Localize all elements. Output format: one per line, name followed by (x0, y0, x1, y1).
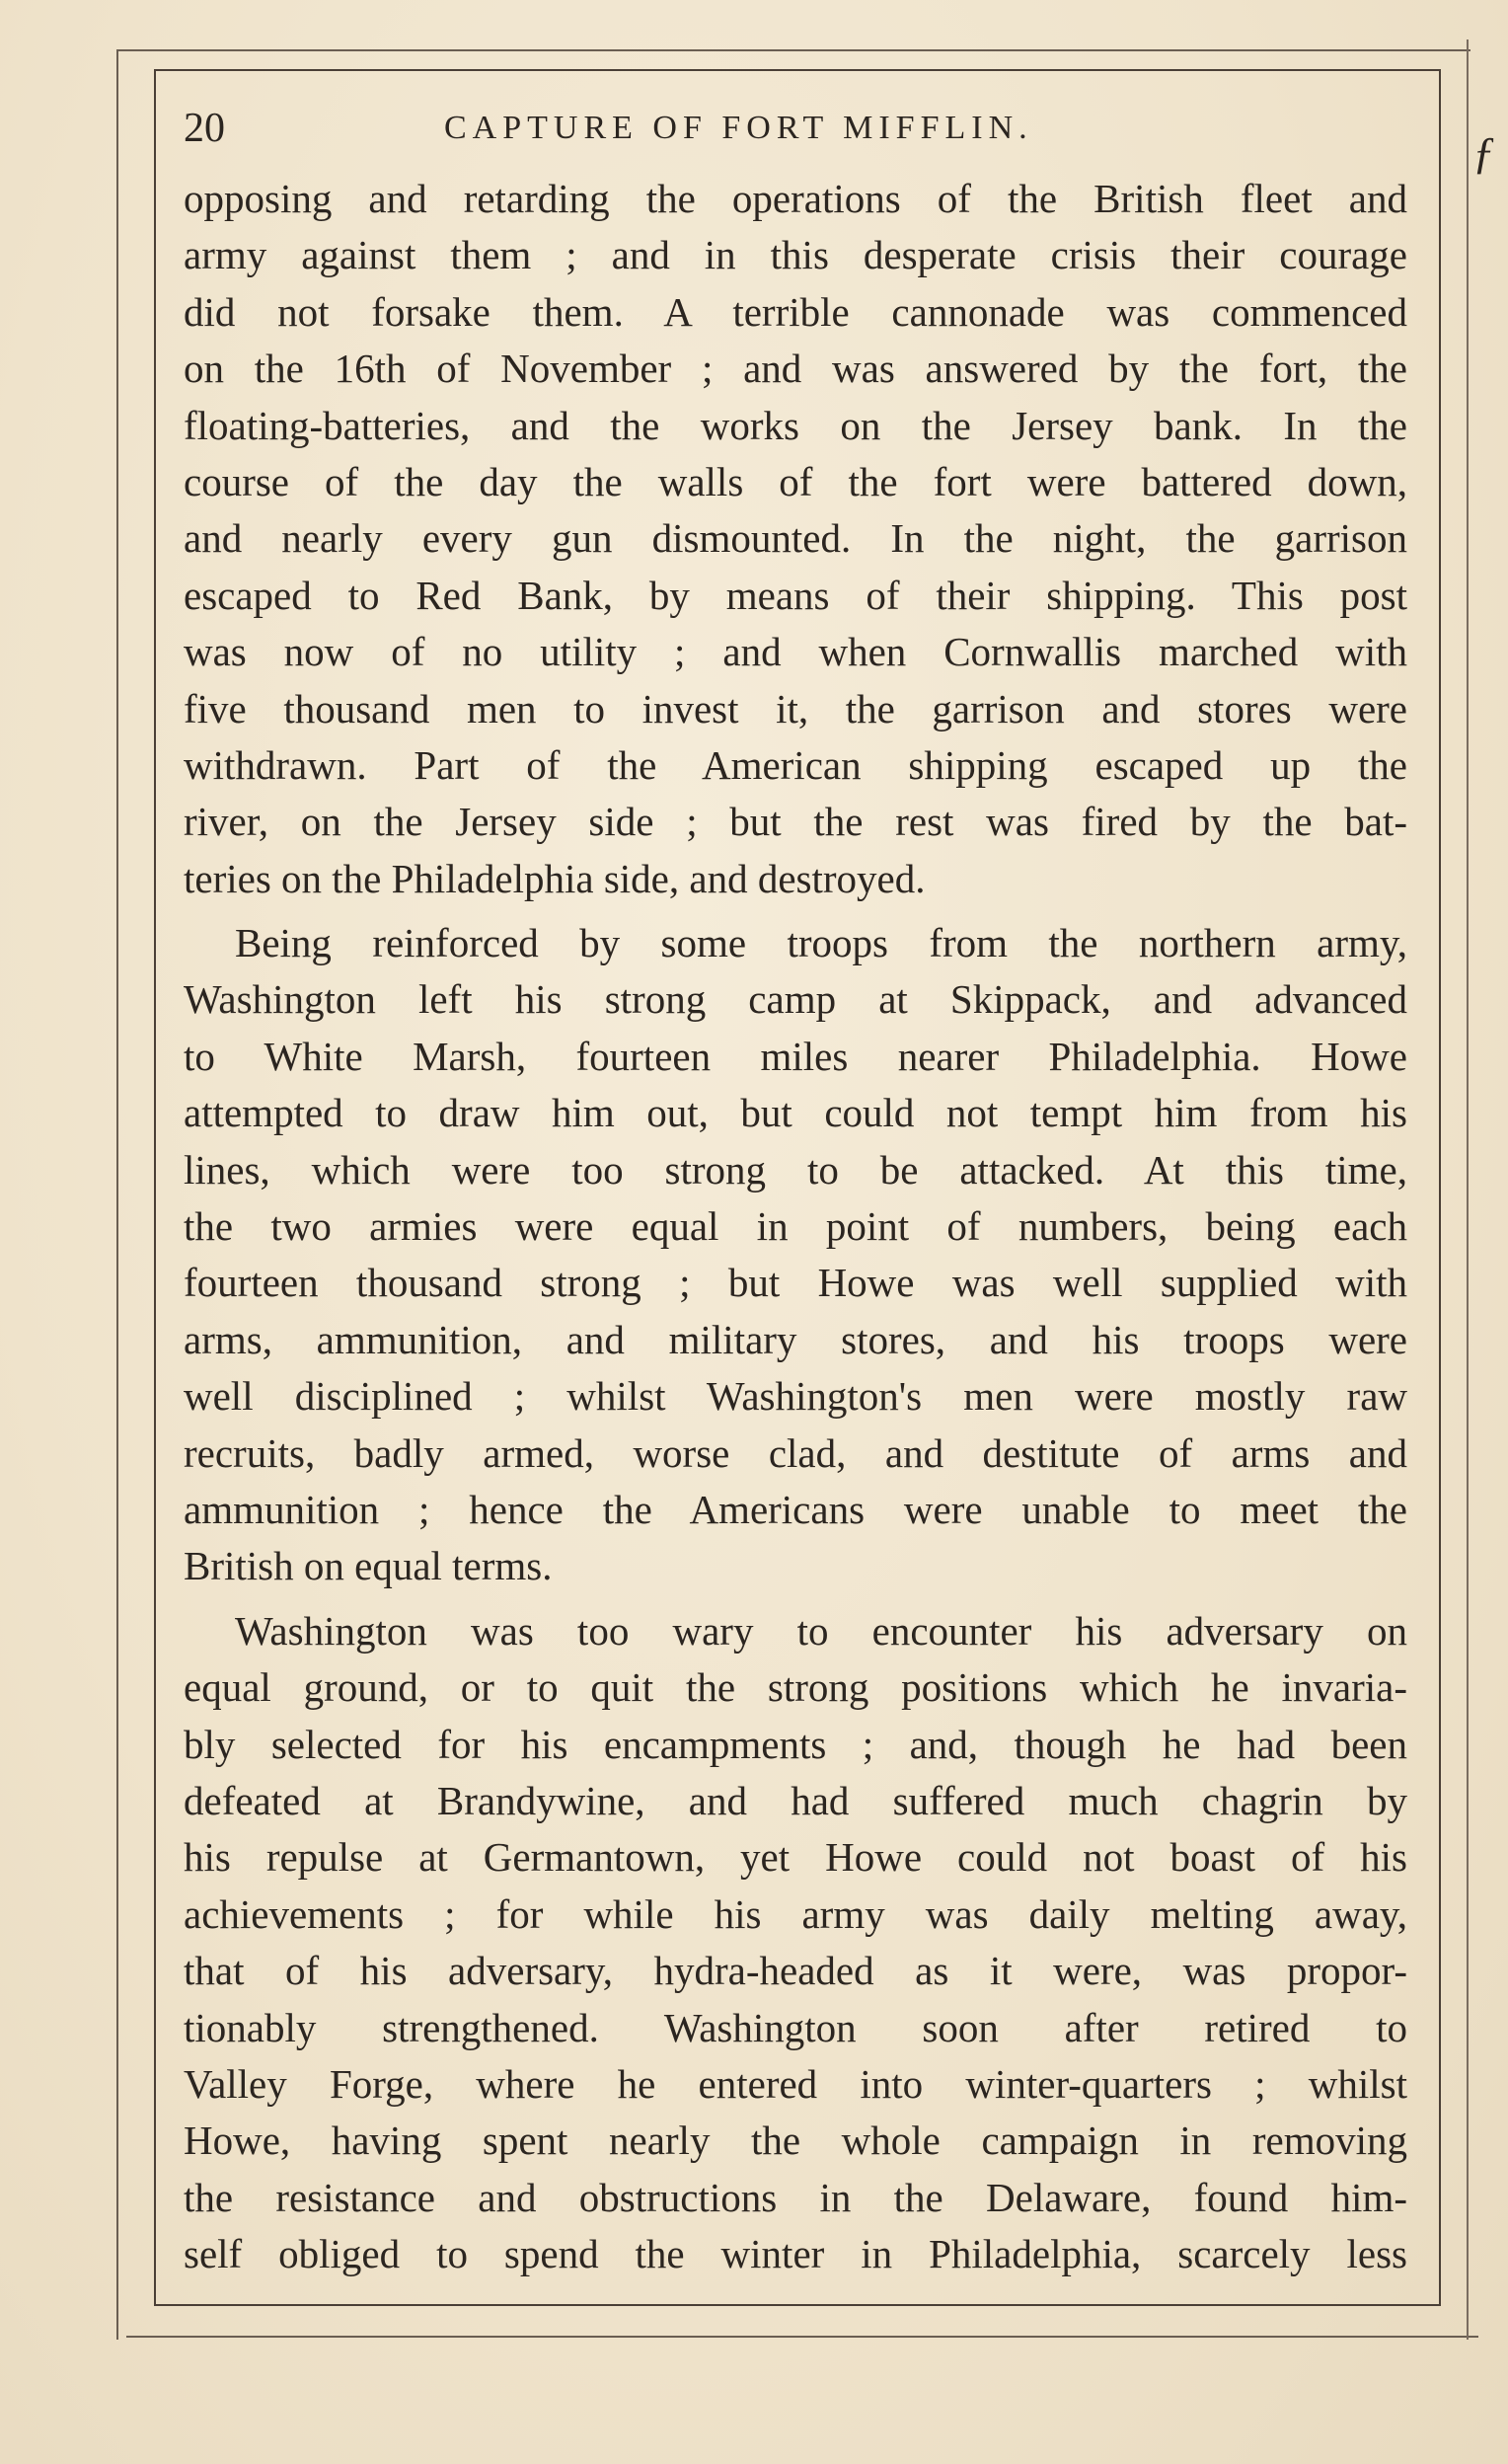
text-line: did not forsake them. A terrible cannonade was commenced (184, 288, 1407, 335)
text-line: achievements ; for while his army was daily melting away, (184, 1890, 1407, 1937)
paragraph-1 (184, 171, 1407, 907)
text-line: that of his adversary, hydra-headed as it were, was propor- (184, 1948, 1407, 1994)
text-line: fourteen thousand strong ; but Howe was well supplied with (184, 1260, 1407, 1306)
text-line: the resistance and obstructions in the Delaware, found him- (184, 2174, 1407, 2220)
text-line: bly selected for his encampments ; and, though he had been (184, 1721, 1407, 1767)
body-text (184, 171, 1407, 2282)
text-line: equal ground, or to quit the strong positions which he invaria- (184, 1664, 1407, 1711)
text-line: Washington was too wary to encounter his adversary on (235, 1607, 1407, 1654)
text-line: arms, ammunition, and military stores, and his troops were (184, 1316, 1407, 1362)
outer-border-bottom (126, 2336, 1478, 2338)
text-line: recruits, badly armed, worse clad, and destitute of arms and (184, 1429, 1407, 1476)
text-line: opposing and retarding the operations of the British fleet and (184, 176, 1407, 221)
page-number: 20 (184, 106, 225, 151)
text-line: on the 16th of November ; and was answered by the fort, the (184, 346, 1407, 392)
running-head: CAPTURE OF FORT MIFFLIN. (444, 110, 1033, 146)
text-line: self obliged to spend the winter in Philadelphia, scarcely less (184, 2231, 1407, 2277)
text-line: defeated at Brandywine, and had suffered much chagrin by (184, 1777, 1407, 1823)
text-line: his repulse at Germantown, yet Howe could not boast of his (184, 1834, 1407, 1881)
text-line: and nearly every gun dismounted. In the night, the garrison (184, 515, 1407, 562)
text-line: ammunition ; hence the Americans were unable to meet the (184, 1486, 1407, 1532)
text-line: river, on the Jersey side ; but the rest was fired by the bat- (184, 799, 1407, 845)
text-line: course of the day the walls of the fort were battered down, (184, 458, 1407, 504)
text-line: to White Marsh, fourteen miles nearer Philadelphia. Howe (184, 1033, 1407, 1079)
text-line: army against them ; and in this desperate crisis their courage (184, 232, 1407, 278)
text-line: tionably strengthened. Washington soon after retired to (184, 2004, 1407, 2050)
text-line: was now of no utility ; and when Cornwallis marched with (184, 629, 1407, 675)
text-line: Washington left his strong camp at Skippack, and advanced (184, 976, 1407, 1023)
text-line: Howe, having spent nearly the whole campaign in removing (184, 2118, 1407, 2164)
text-line: well disciplined ; whilst Washington's men were mostly raw (184, 1373, 1407, 1420)
text-line: teries on the Philadelphia side, and destroyed. (184, 855, 926, 901)
text-line: withdrawn. Part of the American shipping escaped up the (184, 741, 1407, 788)
text-line: lines, which were too strong to be attacked. At this time, (184, 1146, 1407, 1193)
text-line: Being reinforced by some troops from the northern army, (235, 920, 1407, 966)
text-line: the two armies were equal in point of numbers, being each (184, 1203, 1407, 1250)
text-line: floating-batteries, and the works on the Jersey bank. In the (184, 402, 1407, 448)
text-line: five thousand men to invest it, the garrison and stores were (184, 685, 1407, 732)
page-header (182, 99, 1415, 158)
paragraph-2 (184, 915, 1407, 1595)
paragraph-3 (184, 1603, 1407, 2283)
text-line: Valley Forge, where he entered into winter-quarters ; whilst (184, 2060, 1407, 2107)
text-line: British on equal terms. (184, 1543, 553, 1589)
text-line: attempted to draw him out, but could not tempt him from his (184, 1090, 1407, 1136)
right-margin-rule (1467, 39, 1469, 2340)
margin-mark: ƒ (1472, 127, 1495, 178)
text-line: escaped to Red Bank, by means of their shipping. This post (184, 572, 1407, 618)
